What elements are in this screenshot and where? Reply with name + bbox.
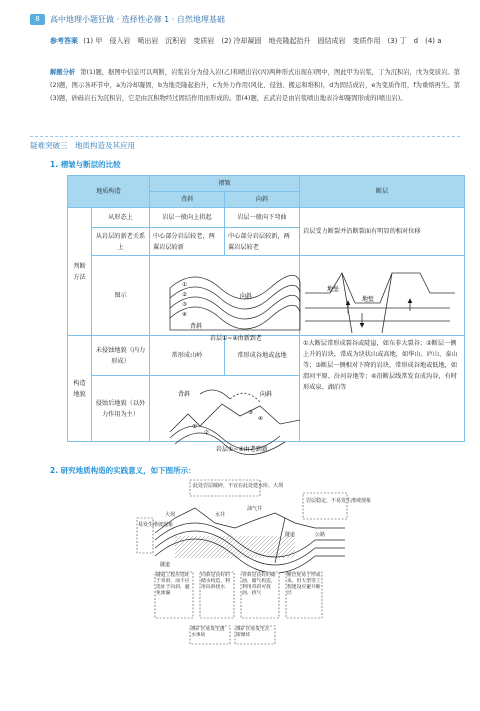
col-syncline-header: 向斜 — [225, 192, 300, 208]
tunnel-right-label: 隧道 — [285, 532, 296, 538]
fold-num-4: ④ — [182, 312, 187, 318]
form-label: 从形态上 — [92, 208, 150, 228]
fault-horst-label: 地垒 — [327, 286, 340, 293]
col-structure-header: 地质构造 — [68, 176, 150, 208]
page-number: 8 — [30, 14, 45, 25]
eroded-anticline-label: 背斜 — [178, 391, 191, 398]
fault-description: 岩层受力断裂并沿断裂面有明显的相对位移 — [300, 208, 465, 256]
form-anticline: 岩层一般向上拱起 — [150, 208, 225, 228]
explain-box-1: 隧道工程应选址于背斜，而不应选址于向斜，避免渗漏 — [156, 573, 190, 596]
answer-label: 参考答案 — [50, 37, 78, 45]
highway-label: 公路 — [315, 532, 326, 538]
explain-box-3: 背斜是良好的储油、储气构造，利用背斜可找油、找气 — [242, 573, 276, 596]
col-anticline-header: 背斜 — [150, 192, 225, 208]
page-header — [30, 13, 225, 25]
divider — [30, 136, 460, 137]
fold-caption: 岩层①~④由新到老 — [210, 335, 262, 342]
answer-block — [50, 34, 460, 48]
diagram-label: 图示 — [92, 256, 150, 336]
subsection-title-2: 2. 研究地质构造的实践意义，如下图所示： — [50, 466, 196, 475]
eroded-label: 侵蚀后地貌（以外力作用为主） — [92, 376, 150, 442]
uneroded-label: 未侵蚀地貌（内力形成） — [92, 336, 150, 376]
eroded-num-3: ③ — [248, 410, 253, 416]
well-label: 水井 — [215, 512, 226, 518]
practice-diagram — [135, 478, 372, 648]
explain-box-4: 断层处易于形成泉，但大型等工程建设应避开断层 — [287, 573, 321, 596]
top-box-text: 此处岩层破碎，不宜在此处建水库、大坝 — [193, 483, 284, 489]
fold-num-1: ① — [182, 282, 187, 288]
analysis-text: 第(1)题，据图中信息可以判断，岩浆岩分为侵入岩(乙)和喷出岩(丙)两种形式出现在Ⅰ图中，图此甲为岩浆，丁为沉积岩，戊为变质岩。第(2)题，图示各环节中，a为冷却凝固，b为地壳隆起抬升，c为外力作用(风化、侵蚀、搬运和堆积)，d为固结成岩，e为变质作用，f为重熔再生。第(3)题，砂砾岩石为沉积岩，它是由沉积物经过固结作用而形成的。第(4)题，玄武岩是由岩浆喷出地表冷却凝固形成的(喷出岩)。 — [50, 69, 461, 102]
eroded-num-1: ① — [192, 424, 197, 430]
judge-method-label: 判断方法 — [68, 208, 92, 336]
dam-label: 大坝 — [165, 512, 176, 518]
left-box-text: 易发生滑坡现象 — [138, 522, 174, 528]
eroded-landform-diagram — [160, 384, 310, 454]
book-title: 高中地理小题狂做 · 选择性必修 1 · 自然地理基础 — [50, 14, 225, 24]
analysis-block — [50, 66, 460, 105]
age-label: 从岩层的新老关系上 — [92, 228, 150, 256]
right-box-text: 岩层稳定，不易发生滑坡现象 — [306, 498, 372, 504]
eroded-num-4: ④ — [258, 416, 263, 422]
form-syncline: 岩层一般向下弯曲 — [225, 208, 300, 228]
answer-text: (1) 甲 侵入岩 喷出岩 沉积岩 变质岩 (2) 冷却凝固 地壳隆起抬升 固结成岩 变质作用 (3) 丁 d (4) a — [83, 37, 442, 45]
section-heading: 疑难突破三 地质构造及其应用 — [30, 141, 135, 150]
age-syncline: 中心部分岩层较新，两翼岩层较老 — [225, 228, 300, 256]
age-anticline: 中心部分岩层较老，两翼岩层较新 — [150, 228, 225, 256]
eroded-caption: 岩层①~④由老到新 — [216, 446, 268, 453]
eroded-syncline-label: 向斜 — [260, 391, 273, 398]
fault-graben-label: 地堑 — [362, 296, 375, 303]
fold-num-3: ③ — [182, 302, 187, 308]
fold-anticline-label: 背斜 — [190, 323, 203, 330]
subsection-title-1: 1. 褶皱与断层的比较 — [50, 160, 121, 169]
col-fault-header: 断层 — [300, 176, 465, 208]
uneroded-anticline: 常形成山岭 — [150, 336, 225, 376]
bottom-box-2: 煤矿区易发生瓦斯爆炸 — [236, 627, 270, 638]
fault-diagram — [300, 263, 460, 339]
fault-landform: ①大断层常形成裂谷或陡崖，如东非大裂谷；②断层一侧上升的岩块，常成为块状山或高地，如华山、庐山、泰山等；③断层一侧相对下降的岩块，常形成谷地或低地，如渭河平原、汾河谷地等；④沿断层线常发育成沟谷，有时形成泉、湖泊等 — [300, 336, 465, 442]
eroded-num-2: ② — [204, 430, 209, 436]
fold-diagram — [160, 268, 310, 344]
bottom-box-1: 煤矿区易发生透水事故 — [191, 627, 225, 638]
oil-well-label: 油气井 — [247, 506, 263, 512]
col-fold-header: 褶皱 — [150, 176, 300, 192]
fold-num-2: ② — [182, 292, 187, 298]
landform-label: 构造地貌 — [68, 336, 92, 442]
explain-box-2: 向斜是良好的储水构造，利用向斜找水 — [201, 573, 230, 590]
uneroded-syncline: 常形成谷地或盆地 — [225, 336, 300, 376]
fold-syncline-label: 向斜 — [240, 293, 253, 300]
tunnel-left-label: 隧道 — [160, 562, 171, 568]
analysis-label: 解题分析 — [50, 69, 76, 76]
